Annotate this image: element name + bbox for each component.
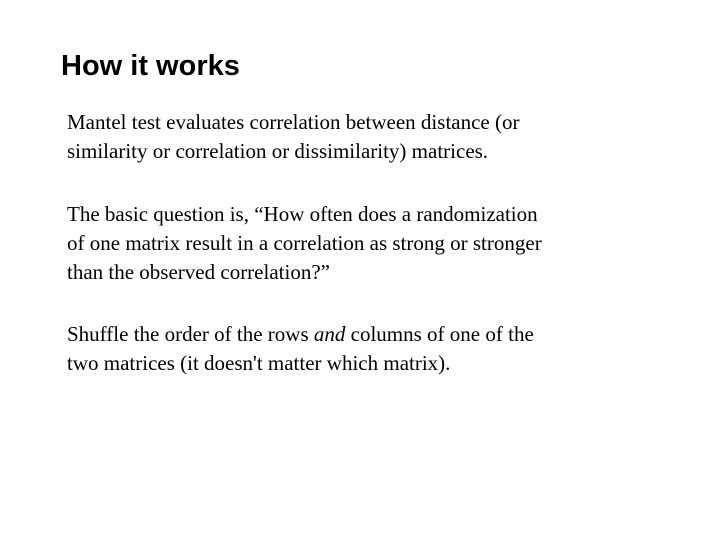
paragraph-line: similarity or correlation or dissimilarity) matrices.: [67, 139, 489, 163]
paragraph-basic-question: [67, 200, 667, 287]
paragraph-line: of one matrix result in a correlation as strong or stronger: [67, 231, 542, 255]
paragraph-text: Shuffle the order of the rows: [67, 322, 314, 346]
emphasized-word: and: [313, 322, 346, 346]
paragraph-line: The basic question is, “How often does a randomization: [67, 202, 538, 226]
paragraph-shuffle-instruction: [67, 320, 667, 378]
paragraph-text: columns of one of the: [345, 322, 534, 346]
slide-title: How it works: [61, 50, 240, 82]
paragraph-line: Mantel test evaluates correlation between distance (or: [67, 110, 520, 134]
paragraph-mantel-definition: [67, 108, 667, 166]
paragraph-line: two matrices (it doesn't matter which matrix).: [67, 351, 451, 375]
paragraph-line: than the observed correlation?”: [67, 260, 330, 284]
